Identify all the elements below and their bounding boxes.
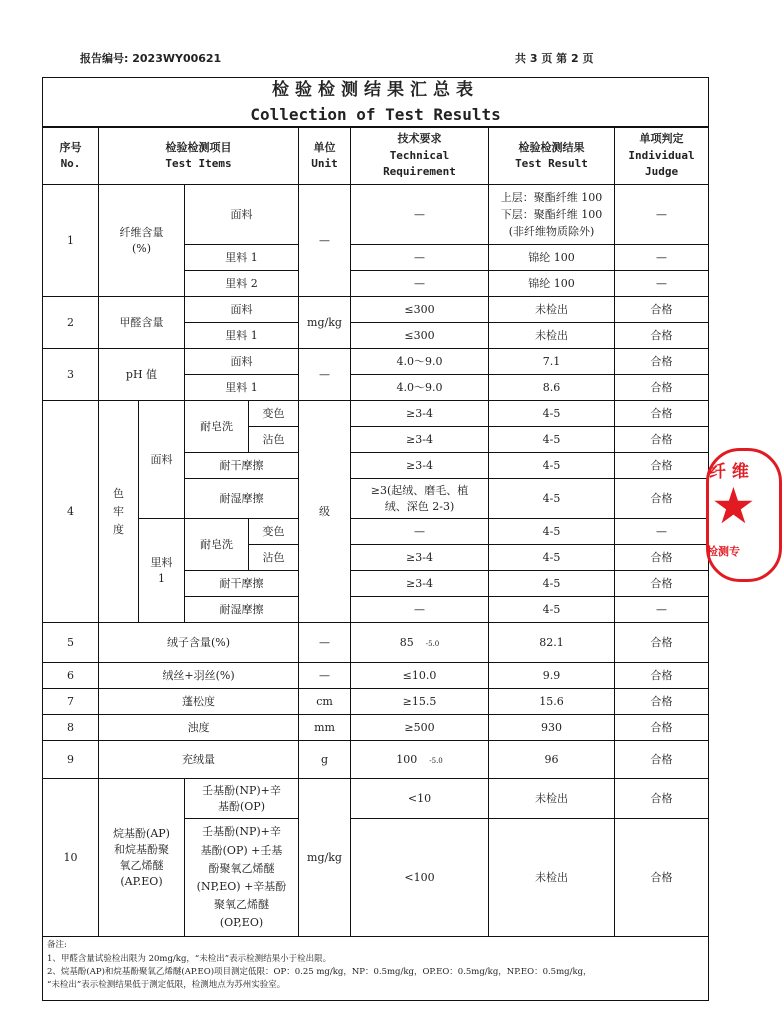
note-line: “未检出”表示检测结果低于测定低限，检测地点为苏州实验室。 [47,979,286,990]
judge-cell: — [615,519,709,545]
requirement-cell: — [351,597,489,623]
unit-cell: mg/kg [299,779,351,937]
inspection-seal [706,448,782,582]
result-cell: 9.9 [489,663,615,689]
requirement-cell: <10 [351,779,489,819]
requirement-cell: — [351,271,489,297]
requirement-cell: ≥3-4 [351,545,489,571]
judge-cell: 合格 [615,545,709,571]
requirement-cell: ≤300 [351,323,489,349]
unit-cell: mg/kg [299,297,351,349]
judge-cell: 合格 [615,715,709,741]
table-row [43,663,709,689]
lining-label: 里料 1 [139,519,185,623]
result-cell: 4-5 [489,571,615,597]
seal-bottom-text: 检测专 [707,545,740,558]
item-name: 色 牢 度 [99,401,139,623]
dry-rubbing-label: 耐干摩擦 [185,453,299,479]
unit-cell: g [299,741,351,779]
requirement-cell: — [351,245,489,271]
judge-cell: 合格 [615,453,709,479]
sub-item: 壬基酚(NP)+辛 基酚(OP) [185,779,299,819]
judge-cell: 合格 [615,663,709,689]
judge-cell: 合格 [615,349,709,375]
result-cell: 930 [489,715,615,741]
page-indicator: 共 3 页 第 2 页 [515,52,594,65]
table-row [43,185,709,245]
unit-cell: cm [299,689,351,715]
item-name: 绒丝+羽丝(%) [99,663,299,689]
notes-label: 备注: [47,940,67,951]
result-cell: 未检出 [489,819,615,937]
item-name: 蓬松度 [99,689,299,715]
sub-item: 壬基酚(NP)+辛 基酚(OP) +壬基 酚聚氧乙烯醚 (NP,EO) +辛基酚 聚氧乙烯醚 (OP,EO) [185,819,299,937]
result-cell: 4-5 [489,597,615,623]
note-line: 2、烷基酚(AP)和烷基酚聚氧乙烯醚(AP.EO)项目测定低限：OP：0.25 mg/kg，NP：0.5mg/kg，OP.EO：0.5mg/kg，NP.EO：0.5mg/kg， [47,966,592,977]
item-name: 烷基酚(AP) 和烷基酚聚 氧乙烯醚 (AP.EO) [99,779,185,937]
requirement-cell: ≥3-4 [351,571,489,597]
table-row [43,741,709,779]
result-cell: 4-5 [489,519,615,545]
result-cell: 82.1 [489,623,615,663]
row-number: 5 [43,623,99,663]
wet-rubbing-label: 耐湿摩擦 [185,479,299,519]
table-row [43,401,709,427]
judge-cell: 合格 [615,323,709,349]
table-row [43,349,709,375]
col-result: 检验检测结果 Test Result [489,127,615,185]
judge-cell: 合格 [615,375,709,401]
result-cell: 8.6 [489,375,615,401]
sub-item: 里料 1 [185,375,299,401]
requirement-cell: 100 -5.0 [351,741,489,779]
row-number: 10 [43,779,99,937]
unit-cell: — [299,663,351,689]
seal-top-text: 纤 维 [709,462,749,482]
unit-cell: — [299,349,351,401]
item-name: pH 值 [99,349,185,401]
wet-rubbing-label: 耐湿摩擦 [185,597,299,623]
judge-cell: 合格 [615,623,709,663]
sub-item: 面料 [185,185,299,245]
table-row [43,689,709,715]
judge-cell: — [615,271,709,297]
sub-item: 里料 1 [185,245,299,271]
judge-cell: 合格 [615,297,709,323]
row-number: 3 [43,349,99,401]
judge-cell: 合格 [615,689,709,715]
results-table-frame [42,77,708,1001]
col-item: 检验检测项目 Test Items [99,127,299,185]
table-row [43,519,709,545]
item-name: 绒子含量(%) [99,623,299,663]
col-judge: 单项判定 Individual Judge [615,127,709,185]
sub-item: 里料 1 [185,323,299,349]
sub-item: 面料 [185,349,299,375]
table-row [43,715,709,741]
judge-cell: 合格 [615,479,709,519]
row-number: 1 [43,185,99,297]
judge-cell: 合格 [615,571,709,597]
title-cn: 检验检测结果汇总表 [272,80,480,100]
unit-cell: 级 [299,401,351,623]
staining-label: 沾色 [249,427,299,453]
judge-cell: — [615,245,709,271]
row-number: 6 [43,663,99,689]
requirement-cell: ≥3-4 [351,401,489,427]
requirement-cell: ≥3-4 [351,453,489,479]
requirement-cell: ≥3(起绒、磨毛、植 绒、深色 2-3) [351,479,489,519]
row-number: 7 [43,689,99,715]
title-row [43,78,709,127]
col-requirement: 技术要求 Technical Requirement [351,127,489,185]
requirement-cell: ≤300 [351,297,489,323]
result-cell: 未检出 [489,323,615,349]
unit-cell: — [299,623,351,663]
col-no: 序号 No. [43,127,99,185]
requirement-cell: ≥3-4 [351,427,489,453]
item-name: 纤维含量 (%) [99,185,185,297]
item-name: 浊度 [99,715,299,741]
row-number: 8 [43,715,99,741]
judge-cell: — [615,185,709,245]
item-name: 充绒量 [99,741,299,779]
result-cell: 4-5 [489,453,615,479]
judge-cell: 合格 [615,779,709,819]
unit-cell: — [299,185,351,297]
result-cell: 4-5 [489,401,615,427]
dry-rubbing-label: 耐干摩擦 [185,571,299,597]
requirement-cell: 85 -5.0 [351,623,489,663]
color-change-label: 变色 [249,401,299,427]
report-number: 报告编号: 2023WY00621 [80,52,222,65]
result-cell: 4-5 [489,545,615,571]
table-row [43,623,709,663]
judge-cell: 合格 [615,741,709,779]
requirement-cell: — [351,185,489,245]
row-number: 2 [43,297,99,349]
unit-cell: mm [299,715,351,741]
sub-item: 面料 [185,297,299,323]
requirement-cell: ≥500 [351,715,489,741]
item-name: 甲醛含量 [99,297,185,349]
requirement-cell: ≥15.5 [351,689,489,715]
star-icon: ★ [711,477,756,535]
requirement-cell: 4.0～9.0 [351,375,489,401]
result-cell: 锦纶 100 [489,271,615,297]
judge-cell: — [615,597,709,623]
result-cell: 锦纶 100 [489,245,615,271]
fabric-label: 面料 [139,401,185,519]
column-header-row [43,127,709,185]
result-cell: 96 [489,741,615,779]
requirement-cell: — [351,519,489,545]
notes-row [43,937,709,1001]
color-change-label: 变色 [249,519,299,545]
result-cell: 7.1 [489,349,615,375]
result-cell: 上层：聚酯纤维 100 下层：聚酯纤维 100 (非纤维物质除外) [489,185,615,245]
table-title [43,78,709,127]
results-table [42,77,709,1001]
requirement-cell: 4.0～9.0 [351,349,489,375]
notes [43,937,709,1001]
note-line: 1、甲醛含量试验检出限为 20mg/kg，“未检出”表示检测结果小于检出限。 [47,953,332,964]
table-row [43,297,709,323]
judge-cell: 合格 [615,401,709,427]
result-cell: 4-5 [489,427,615,453]
requirement-cell: ≤10.0 [351,663,489,689]
judge-cell: 合格 [615,819,709,937]
staining-label: 沾色 [249,545,299,571]
table-row [43,779,709,819]
result-cell: 15.6 [489,689,615,715]
title-en: Collection of Test Results [250,104,501,124]
result-cell: 未检出 [489,297,615,323]
row-number: 4 [43,401,99,623]
soap-wash-label: 耐皂洗 [185,519,249,571]
sub-item: 里料 2 [185,271,299,297]
judge-cell: 合格 [615,427,709,453]
col-unit: 单位 Unit [299,127,351,185]
soap-wash-label: 耐皂洗 [185,401,249,453]
requirement-cell: <100 [351,819,489,937]
result-cell: 4-5 [489,479,615,519]
row-number: 9 [43,741,99,779]
result-cell: 未检出 [489,779,615,819]
